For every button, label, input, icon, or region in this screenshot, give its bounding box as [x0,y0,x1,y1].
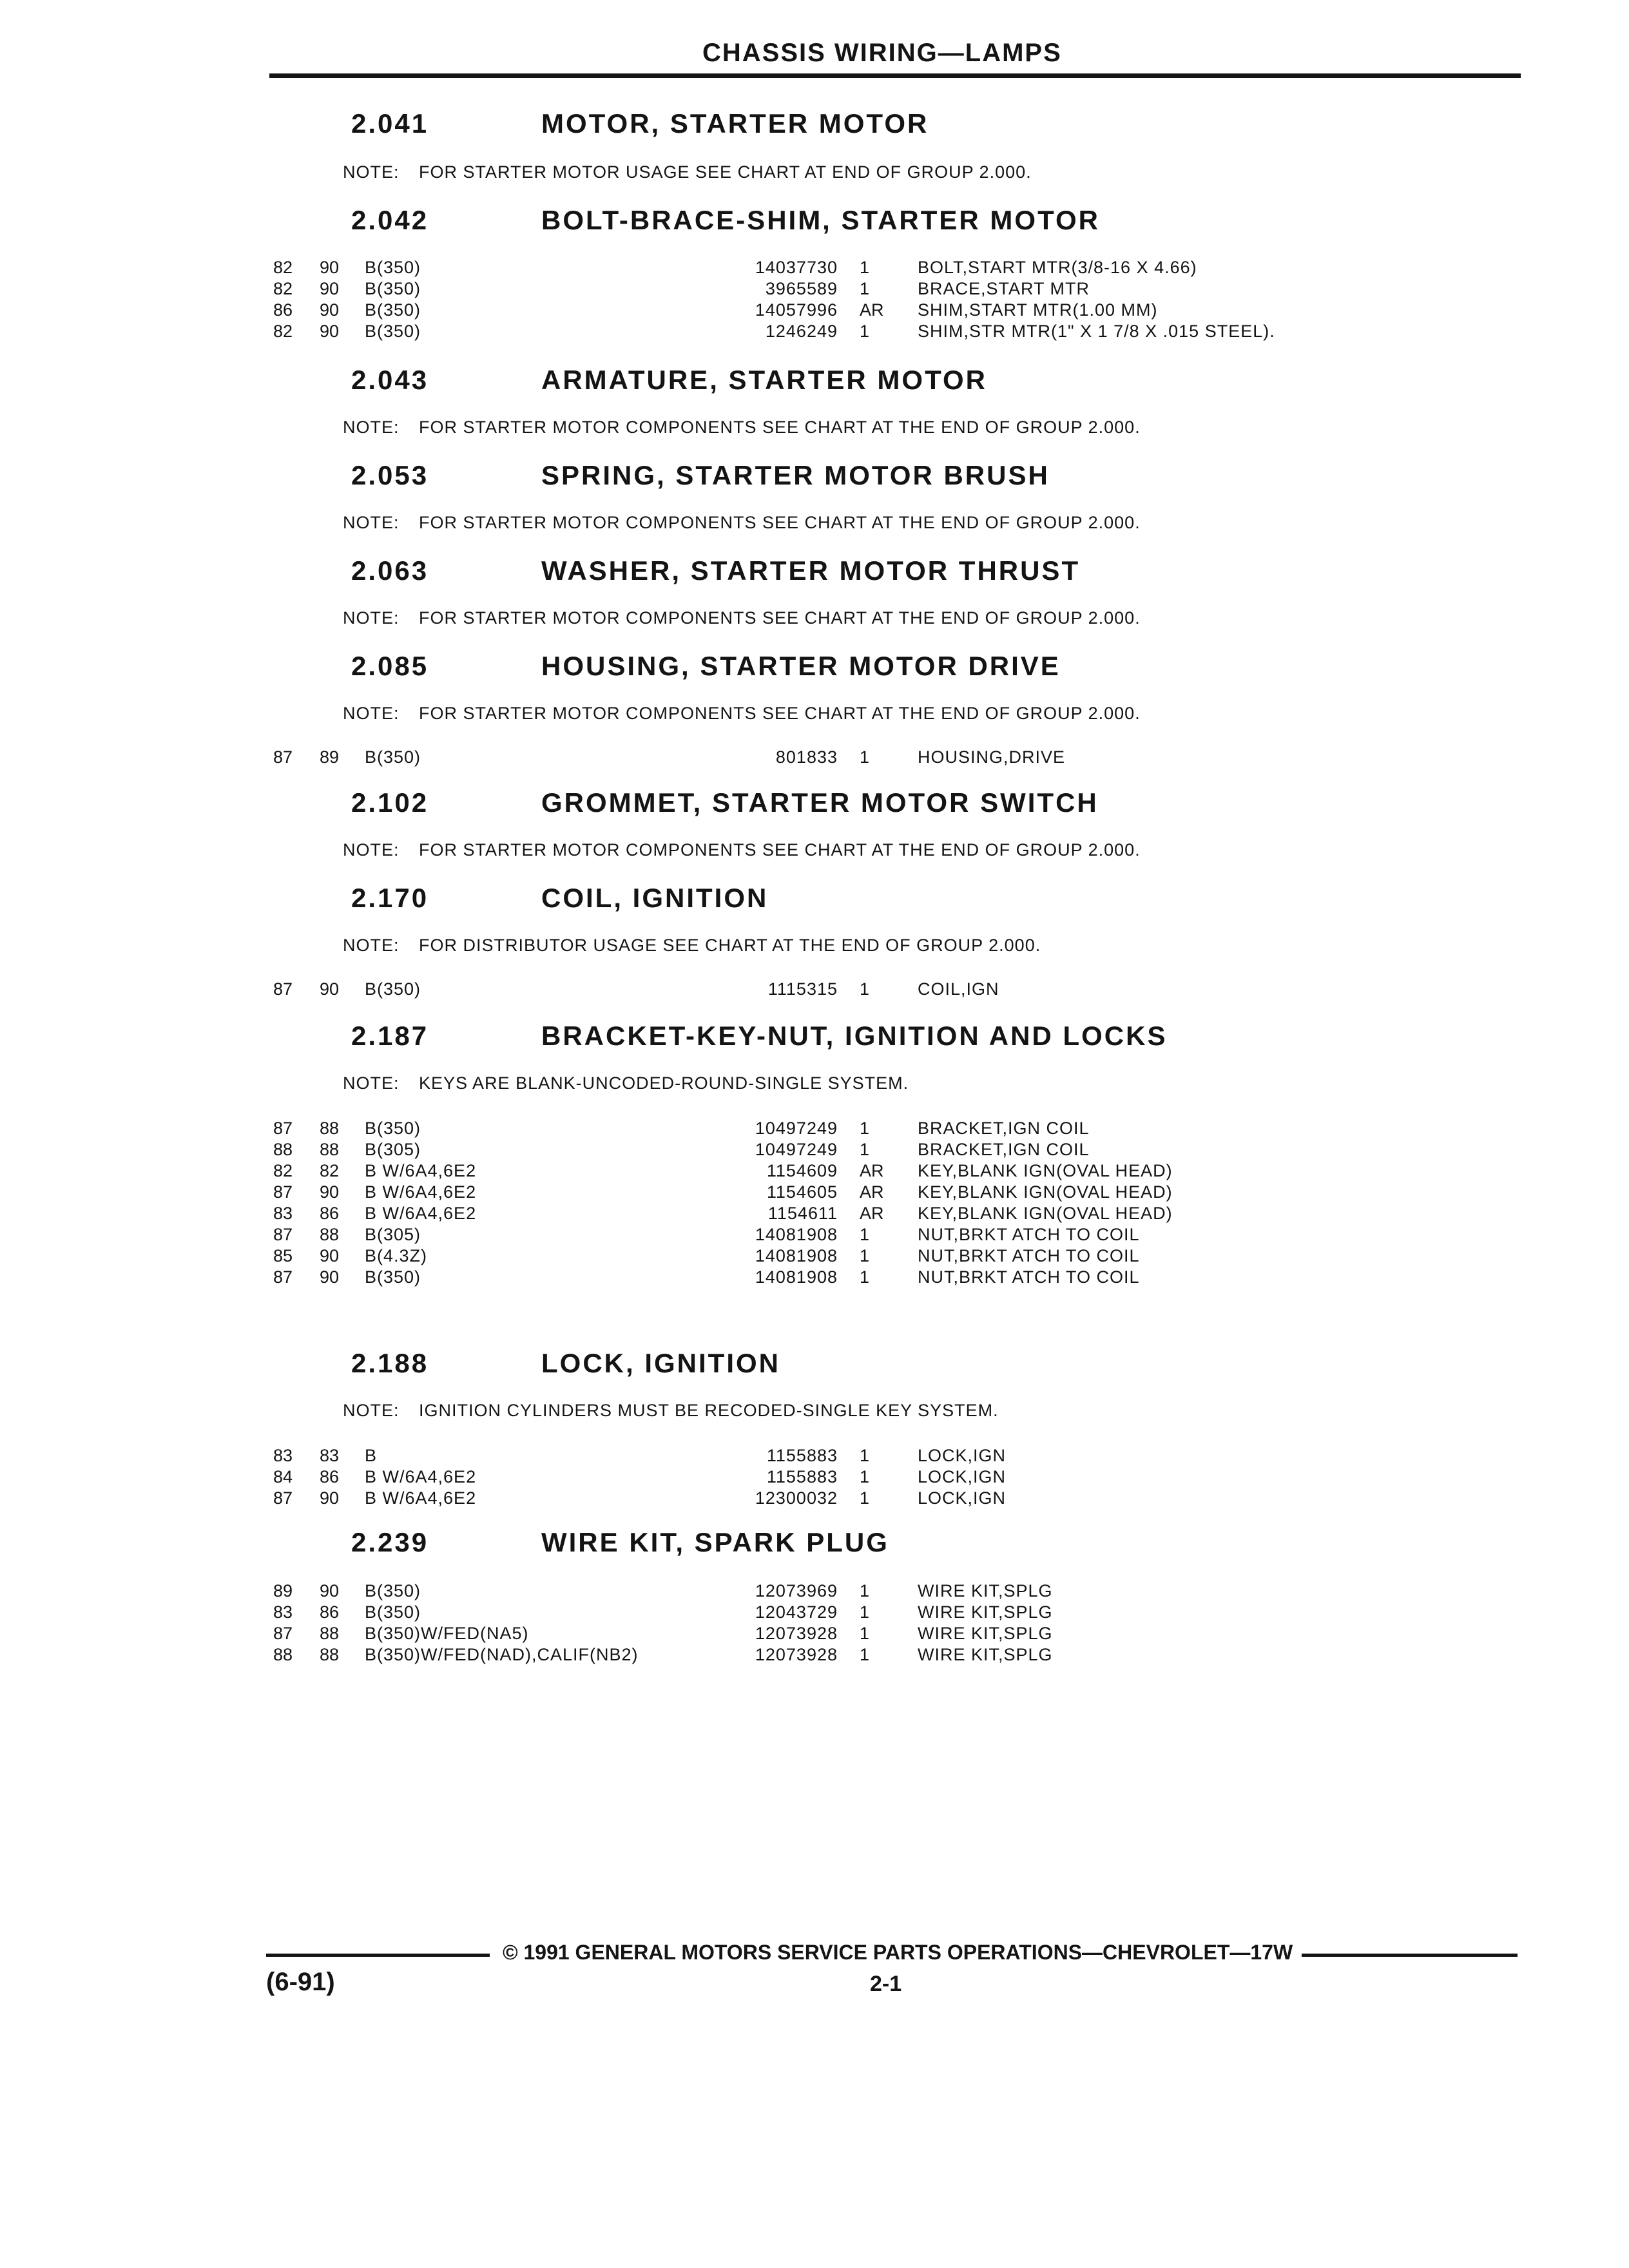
part-row [0,299,1629,321]
part-name: COIL,IGN [918,979,999,999]
page-number: 2-1 [870,1972,902,1996]
part-row [0,320,1629,342]
quantity: 1 [860,279,870,298]
part-name: KEY,BLANK IGN(OVAL HEAD) [918,1161,1173,1180]
model-usage: B(350) [365,1267,421,1287]
part-name: BRACKET,IGN COIL [918,1140,1090,1159]
note-text: FOR STARTER MOTOR COMPONENTS SEE CHART AT THE END OF GROUP 2.000. [419,608,1141,628]
footer-copyright: © 1991 GENERAL MOTORS SERVICE PARTS OPERATIONS—CHEVROLET—17W [503,1941,1293,1964]
model-usage: B(350) [365,1119,421,1138]
model-year-to: 88 [320,1645,340,1664]
part-number: 12073928 [755,1645,838,1664]
section-number: 2.187 [351,1021,429,1051]
model-year-to: 88 [320,1119,340,1138]
model-year-from: 87 [273,747,293,767]
model-year-to: 86 [320,1602,340,1622]
quantity: 1 [860,1467,870,1486]
part-row [0,1160,1629,1182]
part-row [0,1245,1629,1267]
section-number: 2.102 [351,787,429,818]
part-number: 12073969 [755,1581,838,1600]
model-year-from: 83 [273,1446,293,1465]
model-usage: B(350) [365,279,421,298]
part-number: 12043729 [755,1602,838,1622]
part-number: 1154611 [767,1204,838,1223]
model-year-to: 90 [320,322,340,341]
note-text: FOR STARTER MOTOR COMPONENTS SEE CHART AT THE END OF GROUP 2.000. [419,840,1141,860]
note-label: NOTE: [343,840,400,860]
model-year-from: 87 [273,1488,293,1508]
model-year-from: 87 [273,1624,293,1643]
part-row [0,1266,1629,1288]
model-year-from: 87 [273,1267,293,1287]
model-usage: B(350) [365,300,421,320]
model-year-to: 90 [320,1182,340,1202]
part-name: WIRE KIT,SPLG [918,1645,1053,1664]
model-year-to: 90 [320,279,340,298]
model-year-to: 90 [320,979,340,999]
model-usage: B(350) [365,1602,421,1622]
part-row [0,1117,1629,1139]
part-name: BOLT,START MTR(3/8-16 X 4.66) [918,258,1197,277]
part-name: KEY,BLANK IGN(OVAL HEAD) [918,1204,1173,1223]
part-name: NUT,BRKT ATCH TO COIL [918,1246,1140,1265]
quantity: 1 [860,1119,870,1138]
model-year-from: 87 [273,1119,293,1138]
model-usage: B(350)W/FED(NAD),CALIF(NB2) [365,1645,639,1664]
quantity: 1 [860,1488,870,1508]
section-number: 2.041 [351,108,429,139]
model-usage: B(305) [365,1225,421,1244]
model-usage: B W/6A4,6E2 [365,1204,477,1223]
quantity: AR [860,1204,884,1223]
note-label: NOTE: [343,162,400,182]
section-number: 2.188 [351,1348,429,1378]
model-usage: B W/6A4,6E2 [365,1488,477,1508]
model-year-to: 89 [320,747,340,767]
note-label: NOTE: [343,608,400,628]
quantity: 1 [860,322,870,341]
model-year-from: 82 [273,322,293,341]
model-year-from: 87 [273,1182,293,1202]
part-row [0,1181,1629,1203]
model-usage: B(350) [365,979,421,999]
section-title: HOUSING, STARTER MOTOR DRIVE [541,651,1061,681]
section-note [343,513,1141,533]
part-name: BRACKET,IGN COIL [918,1119,1090,1138]
model-year-to: 90 [320,1246,340,1265]
section-note [343,704,1141,724]
note-label: NOTE: [343,1401,400,1420]
section-title: BRACKET-KEY-NUT, IGNITION AND LOCKS [541,1021,1168,1051]
quantity: 1 [860,1225,870,1244]
part-name: BRACE,START MTR [918,279,1090,298]
model-year-from: 83 [273,1602,293,1622]
note-text: FOR DISTRIBUTOR USAGE SEE CHART AT THE END OF GROUP 2.000. [419,936,1041,955]
part-row [0,1622,1629,1644]
model-year-from: 88 [273,1140,293,1159]
model-year-to: 90 [320,1488,340,1508]
note-text: KEYS ARE BLANK-UNCODED-ROUND-SINGLE SYSTEM. [419,1073,909,1093]
model-year-to: 86 [320,1467,340,1486]
part-number: 10497249 [755,1140,838,1159]
part-name: NUT,BRKT ATCH TO COIL [918,1225,1140,1244]
model-year-from: 87 [273,1225,293,1244]
model-usage: B W/6A4,6E2 [365,1182,477,1202]
quantity: 1 [860,1581,870,1600]
model-year-to: 90 [320,1581,340,1600]
model-year-to: 82 [320,1161,340,1180]
note-label: NOTE: [343,513,400,532]
section-title: MOTOR, STARTER MOTOR [541,108,929,139]
part-number: 1154605 [766,1182,838,1202]
section-title: WIRE KIT, SPARK PLUG [541,1527,889,1557]
part-row [0,746,1629,768]
part-name: NUT,BRKT ATCH TO COIL [918,1267,1140,1287]
section-number: 2.042 [351,205,429,235]
footer-date-code: (6-91) [266,1968,335,1996]
part-number: 801833 [775,747,838,767]
model-year-from: 87 [273,979,293,999]
page-header-title: CHASSIS WIRING—LAMPS [702,39,1062,67]
model-usage: B(350) [365,258,421,277]
quantity: 1 [860,1267,870,1287]
part-row [0,256,1629,278]
model-year-from: 88 [273,1645,293,1664]
model-year-to: 88 [320,1624,340,1643]
part-name: LOCK,IGN [918,1488,1007,1508]
model-usage: B(4.3Z) [365,1246,428,1265]
part-number: 14057996 [755,300,838,320]
part-name: WIRE KIT,SPLG [918,1602,1053,1622]
section-title: GROMMET, STARTER MOTOR SWITCH [541,787,1099,818]
model-year-from: 82 [273,258,293,277]
part-name: HOUSING,DRIVE [918,747,1066,767]
note-label: NOTE: [343,704,400,723]
part-row [0,1644,1629,1666]
footer-rule-right [1302,1954,1518,1957]
note-label: NOTE: [343,418,400,437]
part-number: 14081908 [755,1225,838,1244]
part-number: 1154609 [766,1161,838,1180]
part-number: 1155883 [766,1467,838,1486]
note-text: FOR STARTER MOTOR USAGE SEE CHART AT END OF GROUP 2.000. [419,162,1032,182]
model-usage: B(305) [365,1140,421,1159]
section-note [343,936,1041,956]
model-year-to: 88 [320,1225,340,1244]
part-name: SHIM,STR MTR(1" X 1 7/8 X .015 STEEL). [918,322,1275,341]
part-name: WIRE KIT,SPLG [918,1624,1053,1643]
section-number: 2.170 [351,883,429,913]
quantity: AR [860,1161,884,1180]
part-row [0,1139,1629,1160]
quantity: 1 [860,979,870,999]
model-year-to: 90 [320,1267,340,1287]
note-label: NOTE: [343,1073,400,1093]
part-name: WIRE KIT,SPLG [918,1581,1053,1600]
model-usage: B(350) [365,322,421,341]
part-number: 10497249 [755,1119,838,1138]
part-row [0,1487,1629,1509]
quantity: 1 [860,1645,870,1664]
section-note [343,1401,999,1421]
model-year-from: 82 [273,1161,293,1180]
model-year-from: 85 [273,1246,293,1265]
part-number: 1246249 [765,322,838,341]
section-note [343,1073,909,1093]
part-number: 12300032 [755,1488,838,1508]
part-number: 1115315 [767,979,838,999]
section-number: 2.085 [351,651,429,681]
model-year-from: 83 [273,1204,293,1223]
header-rule [269,73,1521,78]
section-title: SPRING, STARTER MOTOR BRUSH [541,460,1050,490]
model-usage: B(350) [365,747,421,767]
section-title: COIL, IGNITION [541,883,769,913]
section-note [343,162,1032,182]
part-name: LOCK,IGN [918,1467,1007,1486]
note-text: FOR STARTER MOTOR COMPONENTS SEE CHART AT THE END OF GROUP 2.000. [419,418,1141,437]
model-year-to: 90 [320,258,340,277]
part-row [0,1580,1629,1602]
note-label: NOTE: [343,936,400,955]
model-year-from: 86 [273,300,293,320]
section-note [343,418,1141,437]
note-text: FOR STARTER MOTOR COMPONENTS SEE CHART AT THE END OF GROUP 2.000. [419,704,1141,723]
section-number: 2.063 [351,555,429,586]
part-number: 14081908 [755,1267,838,1287]
section-note [343,608,1141,628]
part-number: 3965589 [765,279,838,298]
quantity: 1 [860,258,870,277]
model-usage: B [365,1446,378,1465]
part-row [0,1466,1629,1488]
section-number: 2.043 [351,365,429,395]
section-title: LOCK, IGNITION [541,1348,780,1378]
note-text: FOR STARTER MOTOR COMPONENTS SEE CHART AT THE END OF GROUP 2.000. [419,513,1141,532]
section-number: 2.239 [351,1527,429,1557]
part-number: 14037730 [755,258,838,277]
quantity: 1 [860,1140,870,1159]
model-usage: B(350) [365,1581,421,1600]
model-year-from: 84 [273,1467,293,1486]
model-year-to: 88 [320,1140,340,1159]
section-title: ARMATURE, STARTER MOTOR [541,365,987,395]
model-year-to: 90 [320,300,340,320]
part-row [0,1601,1629,1623]
quantity: 1 [860,1624,870,1643]
part-number: 12073928 [755,1624,838,1643]
section-title: BOLT-BRACE-SHIM, STARTER MOTOR [541,205,1100,235]
note-text: IGNITION CYLINDERS MUST BE RECODED-SINGLE KEY SYSTEM. [419,1401,999,1420]
model-usage: B W/6A4,6E2 [365,1467,477,1486]
quantity: 1 [860,1246,870,1265]
model-year-to: 86 [320,1204,340,1223]
part-name: SHIM,START MTR(1.00 MM) [918,300,1158,320]
part-row [0,978,1629,1000]
quantity: 1 [860,747,870,767]
part-number: 14081908 [755,1246,838,1265]
section-note [343,840,1141,860]
part-row [0,1224,1629,1245]
part-name: KEY,BLANK IGN(OVAL HEAD) [918,1182,1173,1202]
model-usage: B W/6A4,6E2 [365,1161,477,1180]
part-row [0,1202,1629,1224]
footer-rule-left [266,1954,490,1957]
model-usage: B(350)W/FED(NA5) [365,1624,529,1643]
model-year-from: 82 [273,279,293,298]
quantity: AR [860,1182,884,1202]
model-year-to: 83 [320,1446,340,1465]
part-row [0,278,1629,300]
quantity: AR [860,300,884,320]
part-name: LOCK,IGN [918,1446,1007,1465]
quantity: 1 [860,1602,870,1622]
part-row [0,1445,1629,1466]
part-number: 1155883 [766,1446,838,1465]
section-number: 2.053 [351,460,429,490]
quantity: 1 [860,1446,870,1465]
model-year-from: 89 [273,1581,293,1600]
section-title: WASHER, STARTER MOTOR THRUST [541,555,1081,586]
